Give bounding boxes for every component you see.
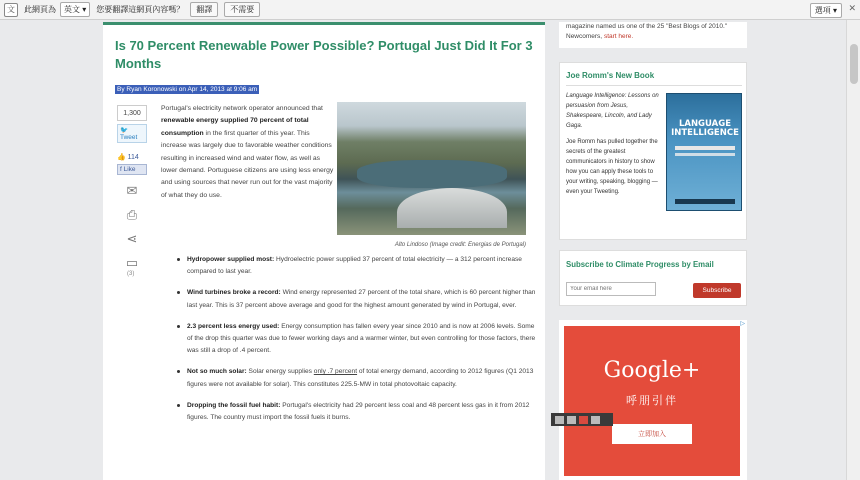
lead-text-bold: renewable energy supplied 70 percent of total consumption xyxy=(161,117,309,137)
book-cover-subband xyxy=(675,153,735,156)
list-item-title: Wind turbines broke a record: xyxy=(187,289,281,297)
list-item xyxy=(175,254,537,278)
sidebar-intro xyxy=(559,22,747,48)
ad-brand: Google+ xyxy=(603,358,701,383)
comment-count: (3) xyxy=(127,271,135,277)
adchoices-icon[interactable]: ▷ xyxy=(740,321,745,327)
close-icon[interactable]: ✕ xyxy=(848,3,856,13)
lead-text-c: in the first quarter of this year. This increase was largely due to favorable weather conditions resulting in increased wind and water flow, as well as lower demand. Portuguese citizens are using less energy and using sources that never run out for the vast majority of what they do use. xyxy=(161,129,334,199)
email-icon[interactable]: ✉ xyxy=(126,183,138,198)
fact-list xyxy=(175,254,537,433)
language-select[interactable]: 英文 ▾ xyxy=(60,2,90,17)
dam-photo xyxy=(337,102,526,235)
article-headline[interactable]: Is 70 Percent Renewable Power Possible? Portugal Just Did It For 3 Months xyxy=(115,38,533,71)
list-item-text: Hydroelectric power supplied 37 percent of total electricity — a 312 percent increase compared to last year. xyxy=(187,256,522,276)
options-button[interactable]: 選項 ▾ xyxy=(810,3,842,18)
list-item-text: Wind energy represented 27 percent of the total share, which is 60 percent higher than last year. This is 37 percent above average and good for the highest amount generated by wind in Portugal, ever. xyxy=(187,289,536,309)
list-item-title: Hydropower supplied most: xyxy=(187,256,275,263)
toolbar-button[interactable] xyxy=(591,416,600,424)
book-title-italic: Language Intelligence: Lessons on persuasion from Jesus, Shakespeare, Lincoln, and Lady Gaga. xyxy=(566,93,659,129)
list-item xyxy=(175,400,537,424)
solar-source-link[interactable]: only .7 percent xyxy=(313,368,358,376)
translate-icon: 文 xyxy=(4,3,18,17)
tweet-label: Tweet xyxy=(120,134,138,141)
list-item-text: Energy consumption has fallen every year since 2010 and is now at 2006 levels. Some of the drop this quarter was due to fewer working days and a warmer winter, but even controlling for those factors, there was still a drop of .4 percent. xyxy=(187,322,536,355)
facebook-like-button[interactable]: f Like xyxy=(117,164,147,175)
facebook-like-label: Like xyxy=(123,166,136,173)
subscribe-heading: Subscribe to Climate Progress by Email xyxy=(566,260,714,269)
share-icon[interactable]: ⋖ xyxy=(126,231,138,246)
list-item xyxy=(175,366,537,390)
translate-button[interactable]: 翻譯 xyxy=(190,2,218,17)
list-item xyxy=(175,287,537,311)
list-item-text: Portugal's electricity had 29 percent less coal and 48 percent less gas in it from 2012 figures. The country must import the fossil fuels it burns. xyxy=(187,401,530,422)
list-item-text: Solar energy supplies xyxy=(246,368,314,376)
print-icon[interactable]: ⎙ xyxy=(126,207,138,222)
list-item xyxy=(175,321,537,358)
subscribe-button[interactable]: Subscribe xyxy=(693,283,741,298)
scrollbar-thumb[interactable] xyxy=(850,44,858,84)
toolbar-button[interactable] xyxy=(555,416,564,424)
subscribe-widget xyxy=(559,250,747,306)
photo-reservoir xyxy=(357,160,507,188)
book-cover-band xyxy=(675,146,735,150)
ad-join-button[interactable]: 立即加入 xyxy=(612,424,692,444)
share-count: 1,300 xyxy=(117,105,147,121)
comment-icon[interactable]: ▭ xyxy=(125,255,139,270)
list-item-title: 2.3 percent less energy used: xyxy=(187,322,280,330)
article-byline: By Ryan Koronowski on Apr 14, 2013 at 9:06 am xyxy=(117,86,258,93)
book-cover[interactable] xyxy=(666,93,742,211)
ad-banner[interactable] xyxy=(564,326,740,476)
toolbar-button[interactable] xyxy=(579,416,588,424)
photo-caption: Alto Lindoso (Image credit: Energias de Portugal) xyxy=(394,242,526,248)
no-translate-button[interactable]: 不需要 xyxy=(224,2,260,17)
list-item-title: Dropping the fossil fuel habit: xyxy=(187,401,281,409)
translate-bar xyxy=(0,0,860,20)
article-lead-paragraph xyxy=(161,103,336,202)
book-widget-heading: Joe Romm's New Book xyxy=(566,71,655,80)
sidebar-intro-text xyxy=(559,22,747,42)
book-description xyxy=(566,91,662,197)
article-panel xyxy=(103,22,545,480)
translate-question: 您要翻譯這網頁內容嗎？ xyxy=(96,5,185,14)
start-here-link[interactable]: start here. xyxy=(603,33,634,40)
book-blurb: Joe Romm has pulled together the secrets of the greatest communicators in history to show how you can apply these tools to your writing, speaking, blogging — even your Tweeting. xyxy=(566,139,658,195)
scrollbar[interactable] xyxy=(846,20,860,480)
list-item-text: of total energy demand, according to 2012 figures (Q1 2013 figures were not available for solar). This constitutes 225.5-MW in total photovoltaic capacity. xyxy=(187,368,534,388)
toolbar-button[interactable] xyxy=(567,416,576,424)
list-item-title: Not so much solar: xyxy=(187,368,247,376)
ad-tagline: 呼朋引伴 xyxy=(626,395,678,407)
share-column xyxy=(117,105,147,277)
translate-prefix: 此網頁為 xyxy=(24,5,56,14)
sidebar-intro-copy: magazine named us one of the 25 "Best Blogs of 2010." Newcomers, xyxy=(566,23,728,40)
lead-text-a: Portugal's electricity network operator announced that xyxy=(161,105,323,112)
book-widget xyxy=(559,62,747,240)
tweet-button[interactable]: 🐦 Tweet xyxy=(117,124,147,143)
book-cover-title: LANGUAGE INTELLIGENCE xyxy=(671,119,739,138)
book-cover-author-band xyxy=(675,199,735,204)
photo-dam xyxy=(397,188,507,228)
facebook-like-count: 👍 114 xyxy=(117,154,139,161)
divider xyxy=(566,85,742,86)
google-plus-ad[interactable] xyxy=(559,320,747,480)
floating-share-toolbar[interactable] xyxy=(551,413,613,426)
email-field[interactable] xyxy=(566,282,656,296)
